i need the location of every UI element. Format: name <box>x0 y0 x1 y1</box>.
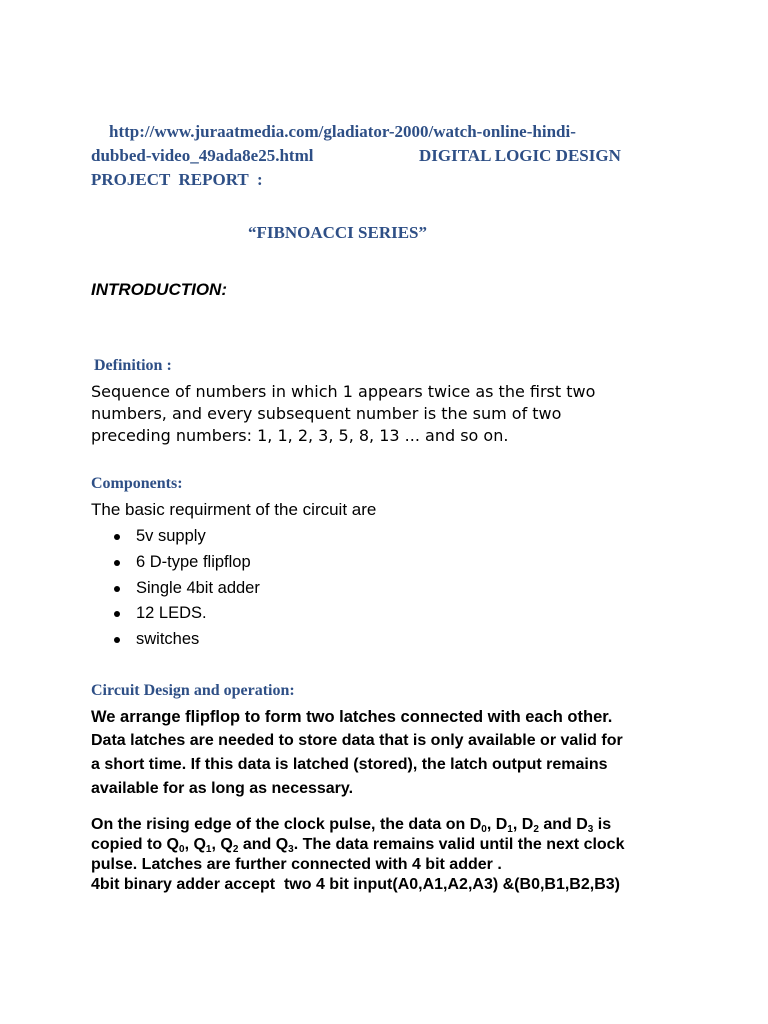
paragraph-line: pulse. Latches are further connected with 4 bit adder . <box>91 856 502 873</box>
paragraph-line: copied to $Q_0$, $Q_1$, $Q_2$ and $Q_3$. The data remains valid until the next clock <box>91 836 625 855</box>
circuit-paragraph-1 <box>91 705 623 801</box>
paragraph-line: available for as long as necessary. <box>91 780 354 797</box>
bullet-icon <box>114 534 120 540</box>
document-title: “FIBNOACCI SERIES” <box>248 223 428 242</box>
definition-heading: Definition : <box>94 357 172 374</box>
components-heading: Components: <box>91 475 183 492</box>
definition-line: numbers, and every subsequent number is the sum of two <box>91 404 562 423</box>
bullet-icon <box>114 611 120 617</box>
source-url-line-1: http://www.juraatmedia.com/gladiator-2000/watch-online-hindi- <box>109 122 576 141</box>
definition-line: preceding numbers: 1, 1, 2, 3, 5, 8, 13 ... and so on. <box>91 426 509 445</box>
bullet-icon <box>114 586 120 592</box>
source-url-line-2: dubbed-video_49ada8e25.html <box>91 146 314 165</box>
list-item: 5v supply <box>110 524 260 550</box>
components-lead: The basic requirment of the circuit are <box>91 500 377 519</box>
paragraph-line: Data latches are needed to store data that is only available or valid for <box>91 732 623 749</box>
report-label: PROJECT REPORT : <box>91 170 263 189</box>
paragraph-line: 4bit binary adder accept two 4 bit input(A0,A1,A2,A3) &(B0,B1,B2,B3) <box>91 876 620 893</box>
definition-line: Sequence of numbers in which 1 appears twice as the first two <box>91 382 596 401</box>
circuit-paragraph-2 <box>91 815 624 895</box>
introduction-heading: INTRODUCTION: <box>91 280 227 299</box>
components-list <box>110 524 260 653</box>
list-item: 6 D-type flipflop <box>110 550 260 576</box>
paragraph-line: We arrange flipflop to form two latches connected with each other. <box>91 708 613 726</box>
bullet-icon <box>114 560 120 566</box>
course-title: DIGITAL LOGIC DESIGN <box>419 146 621 165</box>
list-item: 12 LEDS. <box>110 601 260 627</box>
list-item: Single 4bit adder <box>110 576 260 602</box>
list-item: switches <box>110 627 260 653</box>
bullet-icon <box>114 637 120 643</box>
paragraph-line: a short time. If this data is latched (stored), the latch output remains <box>91 756 608 773</box>
paragraph-line: On the rising edge of the clock pulse, the data on $D_0$, $D_1$, $D_2$ and $D_3$ is <box>91 816 612 835</box>
circuit-heading: Circuit Design and operation: <box>91 682 295 699</box>
definition-text <box>91 381 595 447</box>
